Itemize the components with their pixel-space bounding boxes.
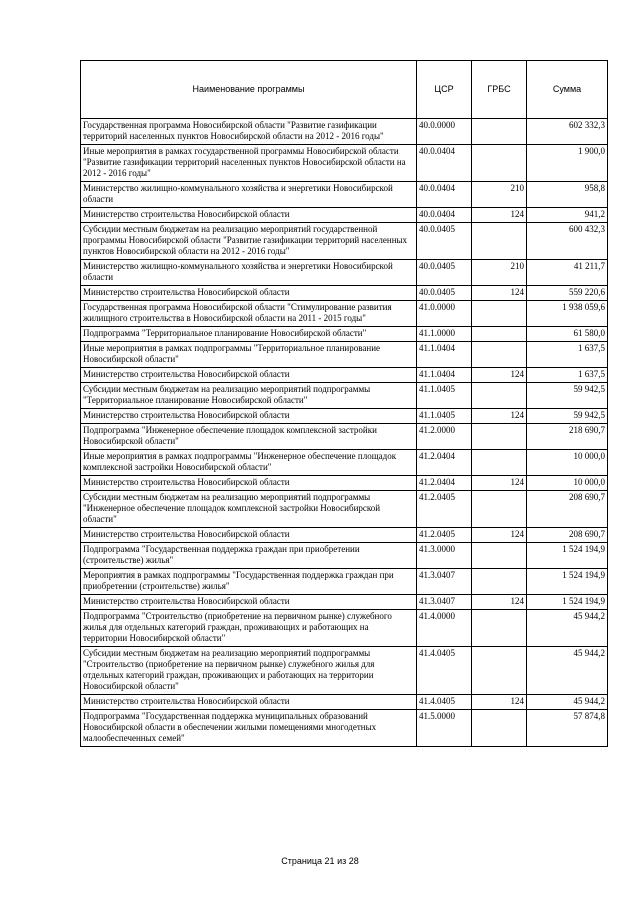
cell-grbs — [472, 327, 527, 342]
cell-csr: 41.0.0000 — [417, 301, 472, 327]
cell-grbs — [472, 301, 527, 327]
header-csr: ЦСР — [417, 61, 472, 119]
header-grbs: ГРБС — [472, 61, 527, 119]
cell-csr: 40.0.0404 — [417, 182, 472, 208]
cell-grbs — [472, 342, 527, 368]
cell-sum: 45 944,2 — [527, 695, 608, 710]
cell-name: Министерство жилищно-коммунального хозяйства и энергетики Новосибирской области — [81, 260, 417, 286]
table-body — [81, 119, 608, 747]
cell-grbs — [472, 647, 527, 695]
cell-name: Подпрограмма "Инженерное обеспечение площадок комплексной застройки Новосибирской области" — [81, 424, 417, 450]
cell-grbs: 124 — [472, 528, 527, 543]
table-row — [81, 223, 608, 260]
cell-grbs: 210 — [472, 260, 527, 286]
cell-sum: 61 580,0 — [527, 327, 608, 342]
cell-sum: 59 942,5 — [527, 409, 608, 424]
cell-name: Мероприятия в рамках подпрограммы "Государственная поддержка граждан при приобретении (строительстве) жилья" — [81, 569, 417, 595]
cell-csr: 41.4.0405 — [417, 695, 472, 710]
table-row — [81, 286, 608, 301]
cell-sum: 559 220,6 — [527, 286, 608, 301]
cell-grbs — [472, 119, 527, 145]
cell-sum: 1 938 059,6 — [527, 301, 608, 327]
header-name: Наименование программы — [81, 61, 417, 119]
table-row — [81, 424, 608, 450]
cell-sum: 208 690,7 — [527, 491, 608, 528]
cell-sum: 45 944,2 — [527, 610, 608, 647]
cell-name: Подпрограмма "Строительство (приобретение на первичном рынке) служебного жилья для отдельных категорий граждан, проживающих и работающих на территории Новосибирской области" — [81, 610, 417, 647]
page-number: Страница 21 из 28 — [281, 856, 359, 866]
cell-csr: 41.2.0404 — [417, 450, 472, 476]
cell-name: Субсидии местным бюджетам на реализацию мероприятий подпрограммы "Строительство (приобретение на первичном рынке) служебного жилья для отдельных категорий граждан, проживающих и работающих на территории Новосибирской области" — [81, 647, 417, 695]
table-row — [81, 543, 608, 569]
cell-sum: 45 944,2 — [527, 647, 608, 695]
budget-table — [80, 60, 608, 747]
cell-sum: 10 000,0 — [527, 476, 608, 491]
cell-grbs: 124 — [472, 368, 527, 383]
table-row — [81, 301, 608, 327]
cell-grbs — [472, 543, 527, 569]
cell-sum: 1 524 194,9 — [527, 543, 608, 569]
cell-csr: 41.1.0404 — [417, 342, 472, 368]
cell-name: Министерство строительства Новосибирской области — [81, 476, 417, 491]
cell-csr: 41.4.0405 — [417, 647, 472, 695]
table-row — [81, 595, 608, 610]
cell-sum: 941,2 — [527, 208, 608, 223]
table-row — [81, 476, 608, 491]
cell-sum: 1 524 194,9 — [527, 569, 608, 595]
table-row — [81, 327, 608, 342]
cell-sum: 1 637,5 — [527, 368, 608, 383]
cell-grbs — [472, 145, 527, 182]
table-row — [81, 145, 608, 182]
cell-csr: 41.4.0000 — [417, 610, 472, 647]
cell-grbs — [472, 491, 527, 528]
cell-sum: 602 332,3 — [527, 119, 608, 145]
table-row — [81, 368, 608, 383]
cell-grbs — [472, 424, 527, 450]
table-row — [81, 260, 608, 286]
table-row — [81, 208, 608, 223]
cell-csr: 40.0.0405 — [417, 260, 472, 286]
cell-name: Иные мероприятия в рамках подпрограммы "Территориальное планирование Новосибирской области" — [81, 342, 417, 368]
table-row — [81, 409, 608, 424]
cell-grbs: 124 — [472, 286, 527, 301]
header-row — [81, 61, 608, 119]
cell-csr: 40.0.0404 — [417, 145, 472, 182]
cell-sum: 41 211,7 — [527, 260, 608, 286]
cell-grbs — [472, 569, 527, 595]
header-sum: Сумма — [527, 61, 608, 119]
cell-name: Государственная программа Новосибирской области "Стимулирование развития жилищного строительства в Новосибирской области на 2011 - 2015 годы" — [81, 301, 417, 327]
cell-csr: 40.0.0405 — [417, 223, 472, 260]
cell-name: Субсидии местным бюджетам на реализацию мероприятий государственной программы Новосибирской области "Развитие газификации территорий населенных пунктов Новосибирской области на 2012 - 2016 годы" — [81, 223, 417, 260]
cell-sum: 600 432,3 — [527, 223, 608, 260]
cell-csr: 40.0.0000 — [417, 119, 472, 145]
cell-csr: 41.2.0404 — [417, 476, 472, 491]
cell-sum: 208 690,7 — [527, 528, 608, 543]
cell-grbs: 124 — [472, 595, 527, 610]
cell-csr: 41.3.0407 — [417, 569, 472, 595]
cell-csr: 41.1.0000 — [417, 327, 472, 342]
cell-grbs — [472, 383, 527, 409]
table-header — [81, 61, 608, 119]
cell-name: Иные мероприятия в рамках подпрограммы "Инженерное обеспечение площадок комплексной застройки Новосибирской области" — [81, 450, 417, 476]
cell-csr: 41.5.0000 — [417, 710, 472, 747]
cell-name: Министерство строительства Новосибирской области — [81, 595, 417, 610]
cell-csr: 41.2.0405 — [417, 491, 472, 528]
cell-sum: 218 690,7 — [527, 424, 608, 450]
cell-name: Министерство жилищно-коммунального хозяйства и энергетики Новосибирской области — [81, 182, 417, 208]
cell-csr: 41.2.0405 — [417, 528, 472, 543]
cell-grbs — [472, 710, 527, 747]
cell-name: Министерство строительства Новосибирской области — [81, 208, 417, 223]
table-row — [81, 610, 608, 647]
cell-name: Министерство строительства Новосибирской области — [81, 528, 417, 543]
table-row — [81, 647, 608, 695]
cell-grbs: 124 — [472, 695, 527, 710]
cell-name: Иные мероприятия в рамках государственной программы Новосибирской области "Развитие газификации территорий населенных пунктов Новосибирской области на 2012 - 2016 годы" — [81, 145, 417, 182]
table-row — [81, 450, 608, 476]
table-row — [81, 182, 608, 208]
cell-name: Министерство строительства Новосибирской области — [81, 286, 417, 301]
cell-grbs — [472, 450, 527, 476]
table-row — [81, 528, 608, 543]
table-row — [81, 383, 608, 409]
cell-csr: 41.3.0000 — [417, 543, 472, 569]
cell-name: Подпрограмма "Территориальное планирование Новосибирской области" — [81, 327, 417, 342]
cell-name: Подпрограмма "Государственная поддержка граждан при приобретении (строительстве) жилья" — [81, 543, 417, 569]
table-row — [81, 710, 608, 747]
cell-grbs: 124 — [472, 208, 527, 223]
cell-grbs: 124 — [472, 409, 527, 424]
cell-name: Государственная программа Новосибирской области "Развитие газификации территорий населенных пунктов Новосибирской области на 2012 - 2016 годы" — [81, 119, 417, 145]
cell-csr: 41.2.0000 — [417, 424, 472, 450]
cell-grbs: 210 — [472, 182, 527, 208]
cell-sum: 1 524 194,9 — [527, 595, 608, 610]
table-row — [81, 342, 608, 368]
cell-grbs: 124 — [472, 476, 527, 491]
cell-csr: 40.0.0404 — [417, 208, 472, 223]
cell-grbs — [472, 610, 527, 647]
cell-sum: 1 900,0 — [527, 145, 608, 182]
cell-name: Министерство строительства Новосибирской области — [81, 695, 417, 710]
cell-csr: 41.3.0407 — [417, 595, 472, 610]
cell-sum: 59 942,5 — [527, 383, 608, 409]
cell-name: Субсидии местным бюджетам на реализацию мероприятий подпрограммы "Территориальное планирование Новосибирской области" — [81, 383, 417, 409]
cell-sum: 958,8 — [527, 182, 608, 208]
cell-name: Министерство строительства Новосибирской области — [81, 409, 417, 424]
cell-sum: 10 000,0 — [527, 450, 608, 476]
cell-sum: 57 874,8 — [527, 710, 608, 747]
cell-csr: 41.1.0404 — [417, 368, 472, 383]
cell-name: Подпрограмма "Государственная поддержка муниципальных образований Новосибирской области в обеспечении жилыми помещениями многодетных малообеспеченных семей" — [81, 710, 417, 747]
table-row — [81, 491, 608, 528]
cell-csr: 41.1.0405 — [417, 409, 472, 424]
table-row — [81, 569, 608, 595]
cell-grbs — [472, 223, 527, 260]
cell-csr: 41.1.0405 — [417, 383, 472, 409]
cell-name: Министерство строительства Новосибирской области — [81, 368, 417, 383]
cell-csr: 40.0.0405 — [417, 286, 472, 301]
cell-sum: 1 637,5 — [527, 342, 608, 368]
cell-name: Субсидии местным бюджетам на реализацию мероприятий подпрограммы "Инженерное обеспечение площадок комплексной застройки Новосибирской области" — [81, 491, 417, 528]
table-row — [81, 119, 608, 145]
table-row — [81, 695, 608, 710]
